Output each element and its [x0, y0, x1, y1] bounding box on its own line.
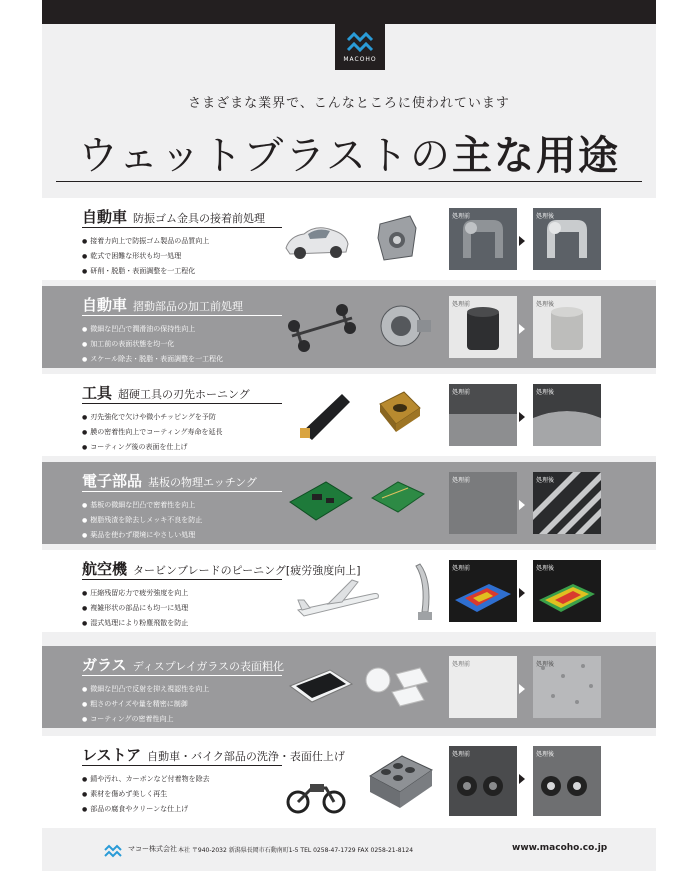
bullet-item: ● 乾式で困難な形状も均一処理 — [82, 249, 209, 264]
arrow-right-icon — [519, 774, 525, 784]
bullet-item: ● 素材を傷めず美しく再生 — [82, 787, 210, 802]
motorcycle-illustration — [286, 776, 346, 816]
page-title — [42, 124, 656, 181]
section-category: レストア — [82, 746, 142, 764]
photo-before-label: 処理前 — [452, 477, 471, 484]
photo-before-label: 処理前 — [452, 301, 471, 308]
bullet-item: ● 複雑形状の部品にも均一に処理 — [82, 601, 188, 616]
bullet-item: ● 湿式処理により粉塵飛散を防止 — [82, 616, 188, 631]
bullet-item: ● 接着力向上で防振ゴム製品の品質向上 — [82, 234, 209, 249]
bullet-item: ● コーティング後の表面を仕上げ — [82, 440, 223, 455]
section-restore — [42, 736, 656, 828]
photo-after — [533, 472, 601, 534]
photo-after — [533, 384, 601, 446]
turbine-blade-illustration — [414, 560, 438, 624]
section-category: 航空機 — [82, 560, 128, 578]
bullet-list — [82, 410, 223, 455]
logo-text: MACOHO — [343, 55, 377, 63]
bullet-item: ● 膜の密着性向上でコーティング寿命を延長 — [82, 425, 223, 440]
section-header — [82, 744, 345, 765]
tool-holder-illustration — [294, 384, 354, 444]
arrow-right-icon — [519, 500, 525, 510]
photo-after — [533, 746, 601, 816]
photo-before-label: 処理前 — [452, 565, 471, 572]
section-underline — [82, 403, 282, 404]
bullet-item: ● 刃先強化で欠けや微小チッピングを予防 — [82, 410, 223, 425]
section-category: 電子部品 — [82, 472, 143, 490]
photo-before — [449, 560, 517, 622]
pcb-board-illustration — [368, 472, 428, 522]
section-category: 自動車 — [82, 296, 128, 314]
footer-logo-icon — [104, 844, 124, 858]
bullet-item: ● 微細な凹凸で潤滑油の保持性向上 — [82, 322, 223, 337]
section-description: タービンブレードのピーニング[疲労強度向上] — [133, 564, 361, 577]
photo-after — [533, 656, 601, 718]
photo-before-label: 処理前 — [452, 389, 471, 396]
section-header — [82, 206, 265, 227]
footer — [42, 836, 656, 860]
section-underline — [82, 579, 282, 580]
section-description: 超硬工具の刃先ホーニング — [118, 388, 250, 401]
section-underline — [82, 227, 282, 228]
photo-after-label: 処理後 — [536, 389, 555, 396]
bullet-list — [82, 586, 188, 631]
photo-before-label: 処理前 — [452, 661, 471, 668]
photo-after-label: 処理後 — [536, 301, 555, 308]
photo-after — [533, 208, 601, 270]
section-underline — [82, 315, 282, 316]
arrow-right-icon — [519, 684, 525, 694]
bullet-item: ● 部品の腐食やクリーンな仕上げ — [82, 802, 210, 817]
section-description: 自動車・バイク部品の洗浄・表面仕上げ — [147, 750, 345, 763]
bullet-item: ● 微細な凹凸で反射を抑え視認性を向上 — [82, 682, 209, 697]
footer-company: マコー株式会社 — [128, 845, 177, 853]
smartphone-illustration — [286, 656, 356, 716]
arrow-right-icon — [519, 412, 525, 422]
section-description: 摺動部品の加工前処理 — [133, 300, 244, 313]
section-underline — [82, 765, 282, 766]
section-description: ディスプレイガラスの表面粗化 — [132, 660, 285, 673]
bullet-list — [82, 498, 202, 543]
bullet-item: ● スケール除去・脱脂・表面調整を一工程化 — [82, 352, 223, 367]
bullet-item: ● 薬品を使わず環境にやさしい処理 — [82, 528, 202, 543]
brand-logo — [335, 24, 385, 70]
section-header — [82, 294, 243, 315]
title-thin: ウェットブラストの — [78, 133, 452, 179]
photo-after-label: 処理後 — [536, 661, 555, 668]
section-tools — [42, 374, 656, 456]
bullet-item: ● 樹脂残渣を除去しメッキ不良を防止 — [82, 513, 202, 528]
photo-before — [449, 208, 517, 270]
section-description: 防振ゴム金具の接着前処理 — [133, 212, 266, 225]
bullet-item: ● 基板の微細な凹凸で密着性を向上 — [82, 498, 202, 513]
section-glass — [42, 646, 656, 728]
section-header — [82, 470, 257, 491]
section-aircraft — [42, 550, 656, 632]
bullet-item: ● 粗さのサイズや量を精密に制御 — [82, 697, 209, 712]
section-automotive-sliding — [42, 286, 656, 368]
arrow-right-icon — [519, 588, 525, 598]
section-header — [82, 654, 284, 675]
photo-before — [449, 472, 517, 534]
macoho-logo-icon — [346, 32, 374, 54]
bullet-item: ● コーティングの密着性向上 — [82, 712, 209, 727]
photo-after-label: 処理後 — [536, 565, 555, 572]
engine-block-illustration — [366, 746, 436, 814]
photo-before — [449, 656, 517, 718]
bullet-list — [82, 682, 209, 727]
footer-address: 本社 〒940-2032 新潟県長岡市石動南町1-5 TEL 0258-47-1729 FAX 0258-21-8124 — [178, 847, 414, 854]
photo-before — [449, 746, 517, 816]
photo-before-label: 処理前 — [452, 213, 471, 220]
title-bold: 主な用途 — [452, 133, 620, 179]
section-underline — [82, 491, 282, 492]
footer-website-link[interactable]: www.macoho.co.jp — [512, 843, 608, 853]
section-electronics — [42, 462, 656, 544]
poster — [42, 0, 656, 871]
bullet-item: ● 圧縮残留応力で疲労強度を向上 — [82, 586, 188, 601]
bullet-list — [82, 234, 209, 279]
section-category: 工具 — [82, 384, 113, 402]
bearing-illustration — [377, 296, 432, 356]
bullet-item: ● 加工前の表面状態を均一化 — [82, 337, 223, 352]
chassis-illustration — [282, 296, 362, 356]
insert-tip-illustration — [374, 384, 424, 440]
section-underline — [82, 675, 282, 676]
section-automotive-rubber — [42, 198, 656, 280]
circuit-board-illustration — [286, 472, 356, 532]
page-subtitle: さまざまな業界で、こんなところに使われています — [188, 96, 510, 111]
top-bar — [42, 0, 656, 24]
section-description: 基板の物理エッチング — [148, 476, 258, 489]
photo-after — [533, 560, 601, 622]
section-category: ガラス — [82, 656, 127, 674]
section-category: 自動車 — [82, 208, 128, 226]
section-header — [82, 382, 250, 403]
bullet-item: ● 研削・脱脂・表面調整を一工程化 — [82, 264, 209, 279]
title-divider — [56, 181, 642, 182]
photo-after — [533, 296, 601, 358]
bullet-list — [82, 322, 223, 367]
photo-after-label: 処理後 — [536, 213, 555, 220]
photo-after-label: 処理後 — [536, 477, 555, 484]
glass-panels-illustration — [362, 656, 442, 712]
bullet-item: ● 錆や汚れ、カーボンなど付着物を除去 — [82, 772, 210, 787]
arrow-right-icon — [519, 236, 525, 246]
photo-before — [449, 296, 517, 358]
photo-before — [449, 384, 517, 446]
airplane-illustration — [292, 560, 382, 622]
arrow-right-icon — [519, 324, 525, 334]
photo-before-label: 処理前 — [452, 751, 471, 758]
photo-after-label: 処理後 — [536, 751, 555, 758]
bullet-list — [82, 772, 210, 817]
mount-part-illustration — [372, 208, 422, 268]
car-illustration — [282, 208, 352, 268]
